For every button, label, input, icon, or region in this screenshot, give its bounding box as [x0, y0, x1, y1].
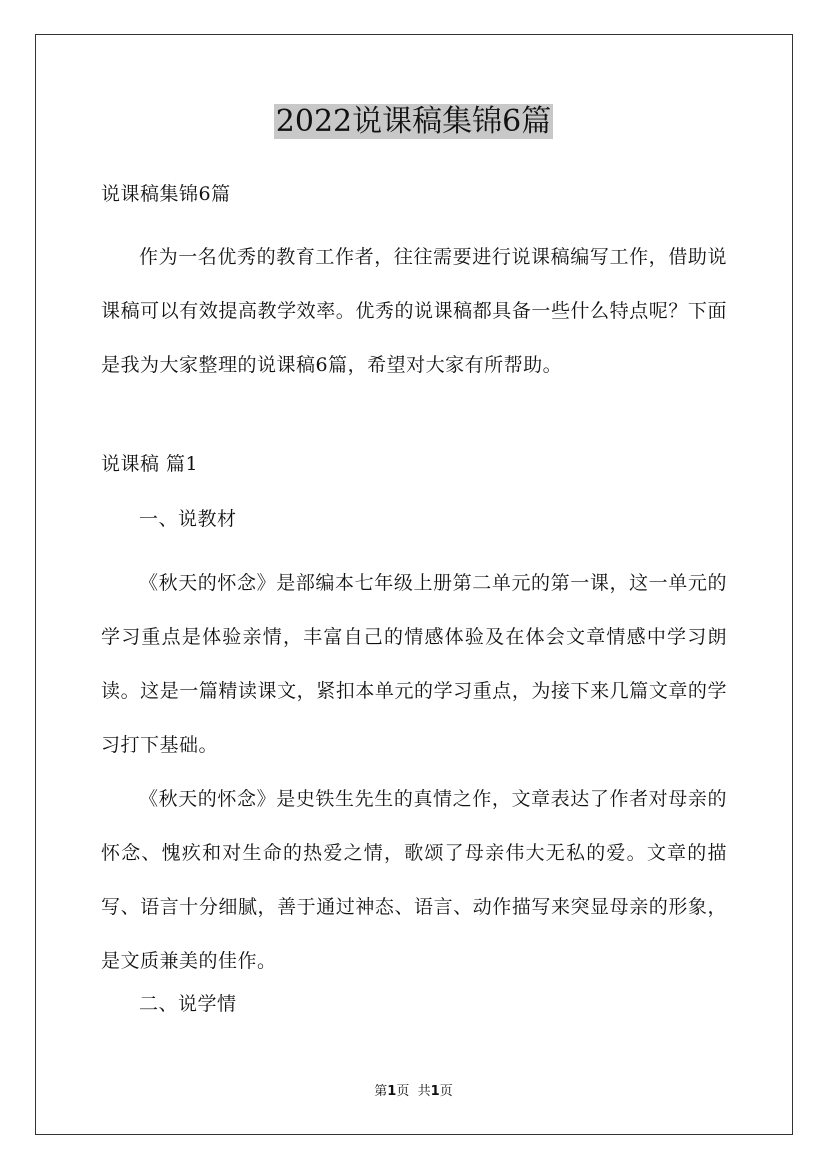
page-footer [0, 1083, 827, 1101]
footer-total-suffix: 页 [439, 1084, 453, 1099]
footer-page-number: 1 [387, 1084, 397, 1099]
footer-total-prefix: 共 [417, 1084, 431, 1099]
heading-students: 二、说学情 [139, 993, 237, 1015]
body-paragraph-1: 《秋天的怀念》是部编本七年级上册第二单元的第一课，这一单元的学习重点是体验亲情，丰富自己的情感体验及在体会文章情感中学习朗读。这是一篇精读课文，紧扣本单元的学习重点，为接下来几篇文章的学习打下基础。 [101, 572, 727, 756]
intro-paragraph: 作为一名优秀的教育工作者，往往需要进行说课稿编写工作，借助说课稿可以有效提高教学效率。优秀的说课稿都具备一些什么特点呢？下面是我为大家整理的说课稿6篇，希望对大家有所帮助。 [101, 246, 727, 376]
footer-total-pages: 1 [430, 1084, 440, 1099]
document-title-text: 2022说课稿集锦6篇 [275, 104, 552, 139]
document-subtitle: 说课稿集锦6篇 [101, 183, 231, 205]
document-title [0, 100, 827, 144]
body-paragraph-2: 《秋天的怀念》是史铁生先生的真情之作，文章表达了作者对母亲的怀念、愧疚和对生命的热爱之情，歌颂了母亲伟大无私的爱。文章的描写、语言十分细腻，善于通过神态、语言、动作描写来突显母亲的形象，是文质兼美的佳作。 [101, 788, 727, 972]
footer-page-prefix: 第 [374, 1084, 388, 1099]
heading-textbook: 一、说教材 [139, 508, 237, 530]
section-heading: 说课稿 篇1 [101, 453, 199, 475]
footer-page-suffix: 页 [396, 1084, 410, 1099]
